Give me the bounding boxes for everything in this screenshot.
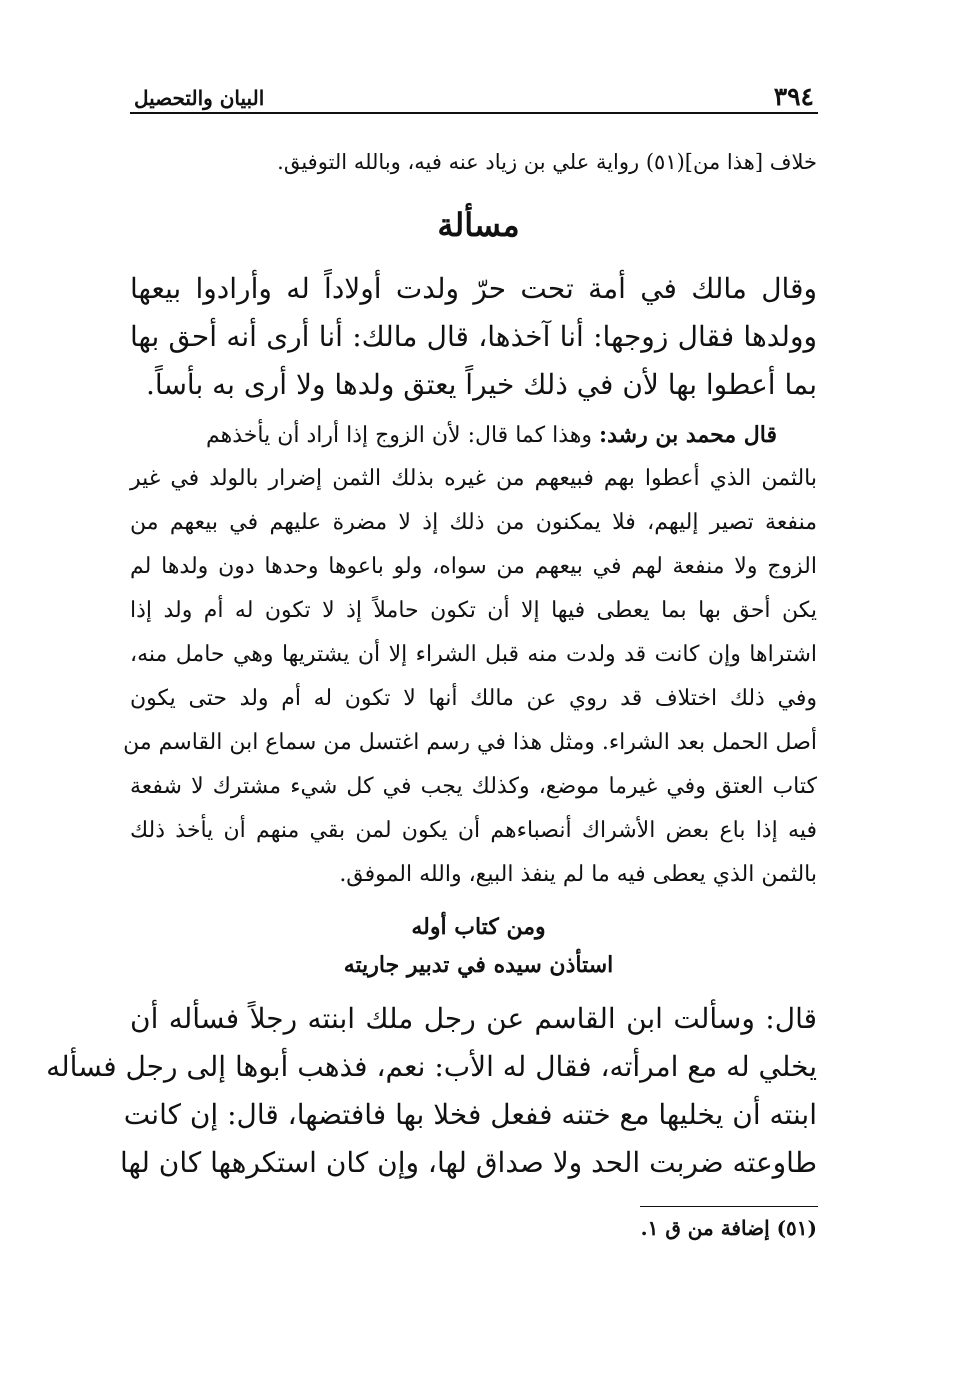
commentary-line: منفعة تصير إليهم، فلا يمكنون من ذلك إذ لا مضرة عليهم في بيعهم من xyxy=(130,510,817,535)
continuation-line: خلاف [هذا من](٥١) رواية علي بن زياد عنه فيه، وبالله التوفيق. xyxy=(277,150,817,174)
commentary-line: بالثمن الذي يعطى فيه ما لم ينفذ البيع، والله الموفق. xyxy=(339,862,817,887)
page-number: ٣٩٤ xyxy=(773,82,814,111)
commentary-line: يكن أحق بها بما يعطى فيها إلا أن تكون حاملاً إذ لا تكون له أم ولد إذا xyxy=(130,598,817,623)
chapter-heading: ومن كتاب أوله xyxy=(411,914,546,940)
commentary-text: وهذا كما قال: لأن الزوج إذا أراد أن يأخذهم xyxy=(205,423,592,448)
commentary-line: الزوج ولا منفعة لهم في بيعهم من سواه، ولو باعوها وحدها دون ولدها لم xyxy=(130,554,817,579)
commentary-line: كتاب العتق وفي غيرما موضع، وكذلك يجب في كل شيء مشترك لا شفعة xyxy=(130,774,817,799)
footnote: (٥١) إضافة من ق ١. xyxy=(640,1216,817,1240)
commentary-line: اشتراها وإن كانت قد ولدت منه قبل الشراء إلا أن يشتريها وهي حامل منه، xyxy=(130,642,817,667)
text-line: يخلي له مع امرأته، فقال له الأب: نعم، فذهب أبوها إلى رجل فسأله xyxy=(46,1050,817,1083)
text-line: وقال مالك في أمة تحت حرّ ولدت أولاداً له وأرادوا بيعها xyxy=(130,272,817,305)
text-line: بما أعطوا بها لأن في ذلك خيراً يعتق ولدها ولا أرى به بأساً. xyxy=(146,368,817,401)
section-heading-masala: مسألة xyxy=(437,206,520,244)
text-line: قال: وسألت ابن القاسم عن رجل ملك ابنته رجلاً فسأله أن xyxy=(130,1002,817,1035)
text-line: وولدها فقال زوجها: أنا آخذها، قال مالك: أنا أرى أنه أحق بها xyxy=(130,320,817,353)
footnote-divider xyxy=(640,1206,818,1207)
commentary-author: قال محمد بن رشد: xyxy=(598,422,777,448)
page-header xyxy=(130,82,818,114)
commentary-line: بالثمن الذي أعطوا بهم فبيعهم من غيره بذلك الثمن إضرار بالولد في غير xyxy=(130,466,817,491)
commentary-line: أصل الحمل بعد الشراء. ومثل هذا في رسم اغتسل من سماع ابن القاسم من xyxy=(123,730,817,755)
text-line: ابنته أن يخليها مع ختنه ففعل فخلا بها فافتضها، قال: إن كانت xyxy=(123,1098,817,1131)
chapter-subheading: استأذن سيده في تدبير جاريته xyxy=(343,952,614,978)
text-line: طاوعته ضربت الحد ولا صداق لها، وإن كان استكرهها كان لها xyxy=(119,1146,817,1179)
commentary-first-line xyxy=(130,422,817,448)
running-title: البيان والتحصيل xyxy=(134,86,265,110)
commentary-line: فيه إذا باع بعض الأشراك أنصباءهم أن يكون لمن بقي منهم أن يأخذ ذلك xyxy=(130,818,817,843)
commentary-line: وفي ذلك اختلاف قد روي عن مالك أنها لا تكون له أم ولد حتى يكون xyxy=(130,686,817,711)
